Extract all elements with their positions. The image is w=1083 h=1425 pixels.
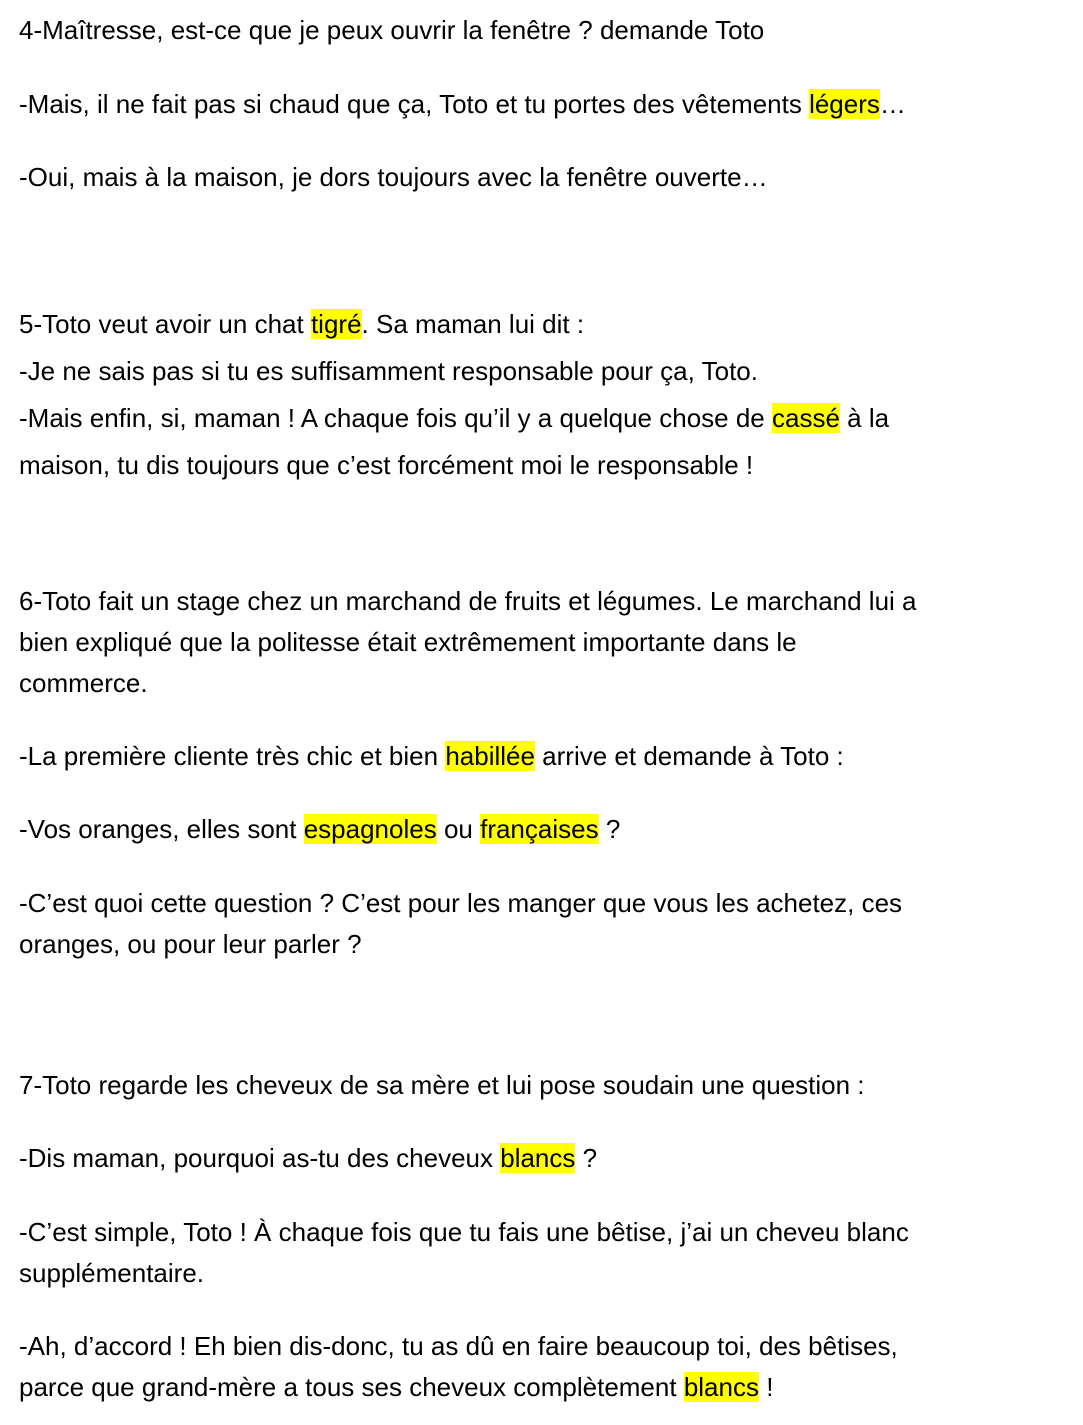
- joke-7-line-6: [19, 1372, 773, 1402]
- joke-6-line-4: [19, 741, 844, 771]
- joke-6-line-3: [19, 668, 148, 698]
- highlighted-word: blancs: [683, 1372, 759, 1402]
- highlighted-word: légers: [809, 89, 880, 119]
- text-segment: -Vos oranges, elles sont: [19, 814, 304, 844]
- joke-6-line-2: [19, 627, 797, 657]
- joke-4-line-3: [19, 162, 768, 192]
- joke-7-line-2: [19, 1143, 597, 1173]
- text-segment: -C’est simple, Toto ! À chaque fois que tu fais une bêtise, j’ai un cheveu blanc: [19, 1217, 909, 1247]
- joke-7-line-3: [19, 1217, 909, 1247]
- text-segment: arrive et demande à Toto :: [534, 741, 844, 771]
- text-segment: -Oui, mais à la maison, je dors toujours avec la fenêtre ouverte…: [19, 162, 768, 192]
- joke-6-line-1: [19, 586, 917, 616]
- joke-4-line-2: [19, 89, 906, 119]
- joke-5-line-3: [19, 403, 889, 433]
- text-segment: parce que grand-mère a tous ses cheveux complètement: [19, 1372, 684, 1402]
- joke-5-line-1: [19, 309, 584, 339]
- text-segment: 4-Maîtresse, est-ce que je peux ouvrir la fenêtre ? demande Toto: [19, 15, 765, 45]
- highlighted-word: cassé: [771, 403, 840, 433]
- text-segment: !: [758, 1372, 774, 1402]
- joke-7-line-5: [19, 1331, 898, 1361]
- text-segment: ?: [575, 1143, 598, 1173]
- joke-6-line-5: [19, 814, 620, 844]
- joke-6-line-7: [19, 929, 362, 959]
- text-segment: ou: [436, 814, 481, 844]
- joke-6-line-6: [19, 888, 902, 918]
- highlighted-word: blancs: [500, 1143, 576, 1173]
- text-segment: bien expliqué que la politesse était extrêmement importante dans le: [19, 627, 797, 657]
- text-segment: maison, tu dis toujours que c’est forcément moi le responsable !: [19, 450, 754, 480]
- text-segment: à la: [839, 403, 890, 433]
- joke-5-line-2: [19, 356, 758, 386]
- highlighted-word: françaises: [480, 814, 599, 844]
- highlighted-word: habillée: [445, 741, 535, 771]
- joke-7-line-4: [19, 1258, 204, 1288]
- text-segment: -Ah, d’accord ! Eh bien dis-donc, tu as dû en faire beaucoup toi, des bêtises,: [19, 1331, 898, 1361]
- text-segment: -Mais, il ne fait pas si chaud que ça, Toto et tu portes des vêtements: [19, 89, 810, 119]
- text-segment: commerce.: [19, 668, 148, 698]
- joke-4-line-1: [19, 15, 764, 45]
- text-segment: -La première cliente très chic et bien: [19, 741, 446, 771]
- text-segment: -Je ne sais pas si tu es suffisamment responsable pour ça, Toto.: [19, 356, 758, 386]
- text-segment: supplémentaire.: [19, 1258, 204, 1288]
- joke-5-line-4: [19, 450, 753, 480]
- text-segment: …: [879, 89, 906, 119]
- text-segment: 6-Toto fait un stage chez un marchand de fruits et légumes. Le marchand lui a: [19, 586, 917, 616]
- joke-7-line-1: [19, 1070, 865, 1100]
- highlighted-word: espagnoles: [303, 814, 437, 844]
- text-segment: ?: [598, 814, 621, 844]
- highlighted-word: tigré: [310, 309, 362, 339]
- text-segment: 7-Toto regarde les cheveux de sa mère et lui pose soudain une question :: [19, 1070, 865, 1100]
- text-segment: . Sa maman lui dit :: [361, 309, 585, 339]
- text-segment: oranges, ou pour leur parler ?: [19, 929, 362, 959]
- text-segment: -C’est quoi cette question ? C’est pour les manger que vous les achetez, ces: [19, 888, 903, 918]
- text-segment: -Mais enfin, si, maman ! A chaque fois qu’il y a quelque chose de: [19, 403, 772, 433]
- text-segment: -Dis maman, pourquoi as-tu des cheveux: [19, 1143, 501, 1173]
- text-segment: 5-Toto veut avoir un chat: [19, 309, 311, 339]
